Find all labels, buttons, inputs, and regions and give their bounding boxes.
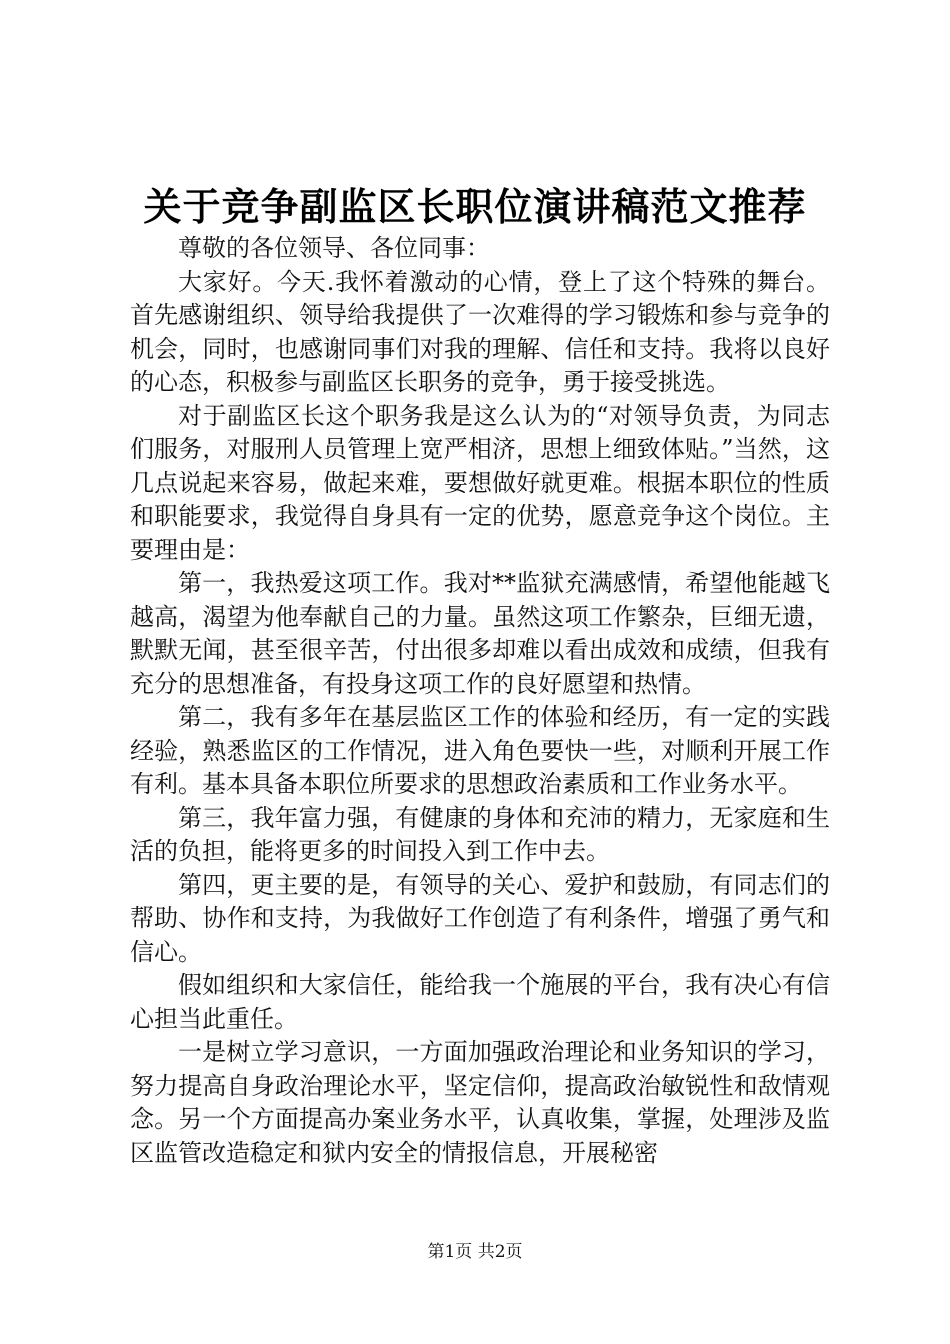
page-number-footer: 第1页 共2页 [427, 1242, 523, 1262]
paragraph: 第四，更主要的是，有领导的关心、爱护和鼓励，有同志们的帮助、协作和支持，为我做好工作创造了有利条件，增强了勇气和信心。 [130, 870, 830, 966]
paragraph-salutation: 尊敬的各位领导、各位同事： [178, 234, 490, 262]
document-title: 关于竞争副监区长职位演讲稿范文推荐 [143, 184, 807, 229]
paragraph: 第一，我热爱这项工作。我对**监狱充满感情，希望他能越飞越高，渴望为他奉献自己的力量。虽然这项工作繁杂，巨细无遗，默默无闻，甚至很辛苦，付出很多却难以看出成效和成绩，但我有充分的思想准备，有投身这项工作的良好愿望和热情。 [130, 569, 830, 698]
paragraph: 大家好。今天.我怀着激动的心情，登上了这个特殊的舞台。首先感谢组织、领导给我提供了一次难得的学习锻炼和参与竞争的机会，同时，也感谢同事们对我的理解、信任和支持。我将以良好的心态，积极参与副监区长职务的竞争，勇于接受挑选。 [130, 267, 830, 396]
paragraph: 第二，我有多年在基层监区工作的体验和经历，有一定的实践经验，熟悉监区的工作情况，进入角色要快一些，对顺利开展工作有利。基本具备本职位所要求的思想政治素质和工作业务水平。 [130, 703, 830, 798]
paragraph: 对于副监区长这个职务我是这么认为的“对领导负责，为同志们服务，对服刑人员管理上宽严相济，思想上细致体贴。”当然，这几点说起来容易，做起来难，要想做好就更难。根据本职位的性质和职能要求，我觉得自身具有一定的优势，愿意竞争这个岗位。主要理由是： [130, 401, 830, 564]
paragraph: 假如组织和大家信任，能给我一个施展的平台，我有决心有信心担当此重任。 [130, 971, 830, 1033]
document-body [130, 232, 830, 1170]
paragraph: 一是树立学习意识，一方面加强政治理论和业务知识的学习，努力提高自身政治理论水平，坚定信仰，提高政治敏锐性和敌情观念。另一个方面提高办案业务水平，认真收集，掌握，处理涉及监区监管改造稳定和狱内安全的情报信息，开展秘密 [130, 1038, 830, 1167]
paragraph: 第三，我年富力强，有健康的身体和充沛的精力，无家庭和生活的负担，能将更多的时间投入到工作中去。 [130, 803, 830, 865]
